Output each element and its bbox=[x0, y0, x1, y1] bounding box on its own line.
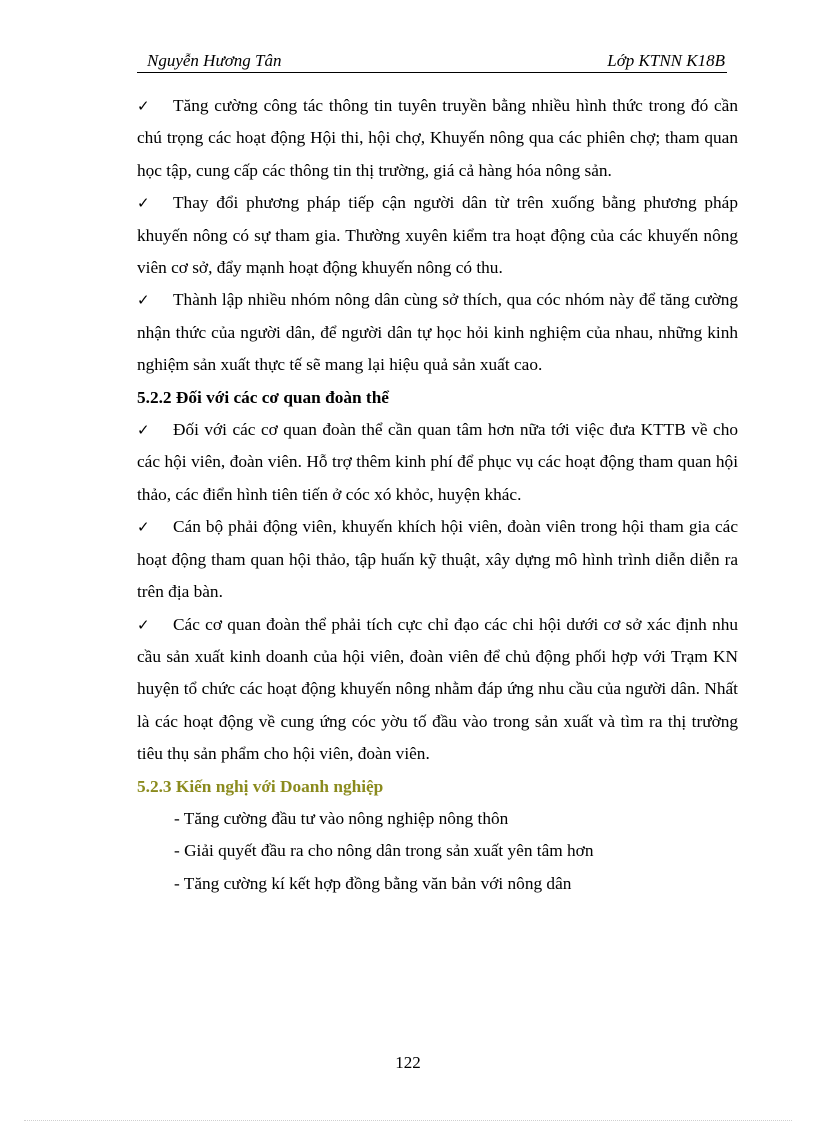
check-mark-icon: ✓ bbox=[137, 615, 150, 634]
bullet-text: Thay đổi phương pháp tiếp cận người dân từ trên xuống bằng phương pháp khuyến nông có sự tham gia. Thường xuyên kiểm tra hoạt động của các khuyến nông viên cơ sở, đẩy mạnh hoạt động khuyến nông có thu. bbox=[137, 193, 738, 278]
page-header bbox=[137, 50, 727, 73]
section-heading-5-2-2: 5.2.2 Đối với các cơ quan đoàn thể bbox=[137, 387, 389, 407]
page-content bbox=[137, 90, 738, 900]
bullet-paragraph bbox=[137, 187, 738, 284]
page-number: 122 bbox=[395, 1053, 421, 1072]
check-mark-icon: ✓ bbox=[137, 194, 150, 213]
bullet-text: Cán bộ phải động viên, khuyến khích hội viên, đoàn viên trong hội tham gia các hoạt động tham quan hội thảo, tập huấn kỹ thuật, xây dựng mô hình trình diễn diễn ra trên địa bàn. bbox=[137, 517, 738, 602]
bullet-text: Thành lập nhiều nhóm nông dân cùng sở thích, qua cóc nhóm này để tăng cường nhận thức của người dân, để người dân tự học hỏi kinh nghiệm của nhau, những kinh nghiệm sản xuất thực tế sẽ mang lại hiệu quả sản xuất cao. bbox=[137, 290, 738, 375]
check-mark-icon: ✓ bbox=[137, 518, 150, 537]
list-item: - Tăng cường kí kết hợp đồng bằng văn bản với nông dân bbox=[174, 873, 572, 893]
bullet-paragraph bbox=[137, 90, 738, 187]
list-item: - Giải quyết đầu ra cho nông dân trong sản xuất yên tâm hơn bbox=[174, 841, 594, 861]
header-author: Nguyễn Hương Tân bbox=[147, 51, 282, 70]
bullet-text: Các cơ quan đoàn thể phải tích cực chỉ đạo các chi hội dưới cơ sở xác định nhu cầu sản xuất kinh doanh của hội viên, đoàn viên để chủ động phối hợp với Trạm KN huyện tổ chức các hoạt động khuyến nông nhằm đáp ứng nhu cầu của người dân. Nhất là các hoạt động về cung ứng cóc yờu tố đầu vào trong sản xuất và tìm ra thị trường tiêu thụ sản phẩm cho hội viên, đoàn viên. bbox=[137, 614, 738, 764]
bullet-text: Đối với các cơ quan đoàn thể cần quan tâm hơn nữa tới việc đưa KTTB về cho các hội viên, đoàn viên. Hỗ trợ thêm kinh phí để phục vụ các hoạt động tham quan hội thảo, các điển hình tiên tiến ở cóc xó khỏc, huyện khác. bbox=[137, 420, 738, 504]
check-mark-icon: ✓ bbox=[137, 421, 150, 440]
bullet-text: Tăng cường công tác thông tin tuyên truyền bằng nhiều hình thức trong đó cần chú trọng các hoạt động Hội thi, hội chợ, Khuyến nông qua các phiên chợ; tham quan học tập, cung cấp các thông tin thị trường, giá cả hàng hóa nông sản. bbox=[137, 96, 738, 180]
header-class: Lớp KTNN K18B bbox=[607, 51, 725, 70]
check-mark-icon: ✓ bbox=[137, 97, 150, 115]
section-heading-5-2-3: 5.2.3 Kiến nghị với Doanh nghiệp bbox=[137, 776, 384, 796]
bullet-paragraph bbox=[137, 414, 738, 511]
check-mark-icon: ✓ bbox=[137, 291, 150, 310]
bullet-paragraph bbox=[137, 609, 738, 771]
bullet-paragraph bbox=[137, 284, 738, 381]
bullet-paragraph bbox=[137, 511, 738, 608]
list-item: - Tăng cường đầu tư vào nông nghiệp nông thôn bbox=[174, 808, 509, 828]
page-bottom-divider bbox=[24, 1120, 792, 1121]
